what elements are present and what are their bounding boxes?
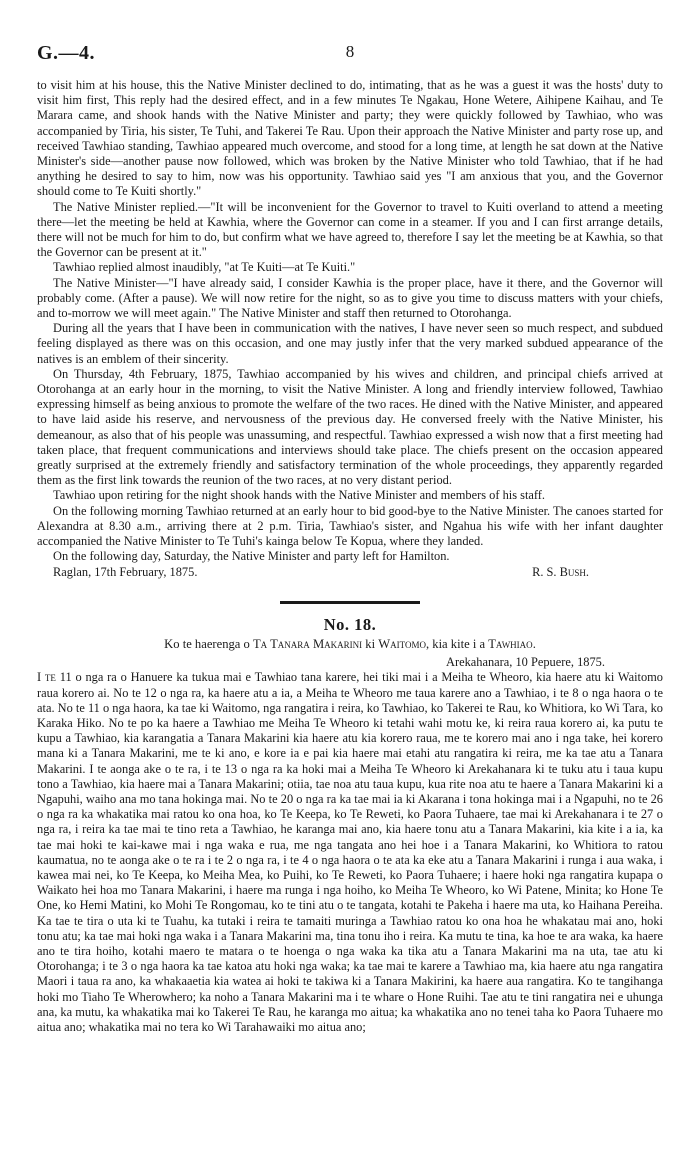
title-prefix: Ko te haerenga o [164, 636, 253, 651]
paragraph-continuation: to visit him at his house, this the Native Minister declined to do, intimating, that as he was a guest it was the hosts' duty to visit him first, This reply had the desired effect, and in a few minutes Te Ngakau, Hone Wetere, Aihipene Kaihau, and Te Marara came, and shook hands with the Native Minister and party; they were quickly followed by Tawhiao, who was accompanied by Tiria, his sister, Te Tuhi, and Takerei Te Rau. Upon their approach the Native Minister and party rose up, and received Tawhiao standing, Tawhiao appeared much overcome, and stood for a long time, at length he sat down at the Native Minister's side—another pause now followed, which was broken by the Native Minister who told Tawhiao, that if he had anything he desired to say to him, now was his opportunity. Tawhiao said yes "I am anxious that you, and the Governor should come to Te Kuiti shortly." [37, 78, 663, 199]
body-text [37, 78, 663, 1035]
paragraph: On the following morning Tawhiao returned at an early hour to bid good-bye to the Native Minister. The canoes started for Alexandra at 8.30 a.m., arriving there at 2 p.m. Tiria, Tawhiao's sister, and Ngahua his wife with her infant daughter accompanied the Native Minister to Te Tuhi's kainga below Te Kopua, where they landed. [37, 503, 663, 549]
page-number: 8 [345, 42, 355, 61]
title-end: Tawhiao [488, 636, 533, 651]
document-id: G.—4. [37, 42, 96, 64]
title-name: Ta Tanara Makarini [252, 636, 363, 651]
section-divider [280, 601, 420, 604]
signoff-place-date: Raglan, 17th February, 1875. [53, 564, 198, 579]
paragraph: On Thursday, 4th February, 1875, Tawhiao accompanied by his wives and children, and principal chiefs arrived at Otorohanga at an early hour in the morning, to visit the Native Minister. A long and friendly interview followed, Tawhiao expressing himself as being anxious to promote the welfare of the two races. He dined with the Native Minister, and appeared to have laid aside his reserve, and nervousness of the previous day. He conversed freely with the Native Minister, his demeanour, as also that of his people was unassuming, and respectful. Tawhiao expressed a wish now that a first meeting had taken place, that frequent communications and interviews should take place. The chiefs present on the occasion appeared greatly surprised at the extremely friendly and satisfactory termination of the whole proceedings, they apparently regarded them as the first link towards the reunion of the two races, at no very distant period. [37, 366, 663, 488]
signoff-line [37, 565, 663, 580]
letter-opening: I te [37, 670, 56, 685]
section-number: No. 18. [323, 614, 377, 634]
paragraph: Tawhiao upon retiring for the night shook hands with the Native Minister and members of his staff. [53, 488, 546, 503]
paragraph: On the following day, Saturday, the Native Minister and party left for Hamilton. [53, 549, 450, 564]
paragraph: The Native Minister—"I have already said, I consider Kawhia is the proper place, have it there, and the Governor will probably come. (After a pause). We will now retire for the night, so as to give you time to discuss matters with your chiefs, and to-morrow we will meet again." The Native Minister and staff then returned to Otorohanga. [37, 275, 663, 321]
page-header [37, 42, 663, 70]
section-title [37, 637, 663, 652]
letter-date: Arekahanara, 10 Pepuere, 1875. [446, 655, 605, 670]
title-mid2: , kia kite i a [425, 636, 489, 651]
paragraph: The Native Minister replied.—"It will be inconvenient for the Governor to travel to Kuiti overland to attend a meeting there—let the meeting be held at Kawhia, where the Governor can come in a steamer. If you and I can first arrange details, there will not be much for him to do, but confirm what we have agreed to, therefore I say let the meeting be at Kawhia, so that the Governor can be present at it." [37, 199, 663, 260]
title-stop: . [532, 636, 536, 651]
letter-body [37, 670, 663, 1035]
paragraph: During all the years that I have been in communication with the natives, I have never seen so much respect, and subdued feeling displayed as there was on this occasion, and one may justly infer that the very marked subdued appearance of the natives is an emblem of their sincerity. [37, 321, 663, 366]
signoff-signature: R. S. Bush. [532, 564, 589, 579]
title-place: Waitomo [378, 636, 426, 651]
title-middle: ki [362, 636, 379, 651]
letter-text: 11 o nga ra o Hanuere ka tukua mai e Tawhiao tana karere, hei tiki mai i a Meiha te Wheoro, kia haere atu ki Waitomo raua korero ai. No te 12 o nga ra, ka haere atu a ia, a Meiha te Wheoro me taua karere ano a Tawhiao, i te 8 o nga haora o te ata. No te 11 o nga haora, ka tae ki Waitomo, nga rangatira i reira, ko Tawhiao, ko Takerei te Rau, ko Whitiora, ko Wi Tara, ko Karaka Hiko. No te po ka haere a Tawhiao me Meiha Te Wheoro ki tetahi wahi motu ke, ki reira raua korero ai, ka putu te kupu a Tawhiao, kia karangatia a Tanara Makarini kia haere atu kia korero raua, me te korero mai ano i nga take, hei korero mana ki a Tanara Makarini, me te ki ano, e kore ia e pai kia haere mai etahi atu rangatira ki reira, me ka tae atu a Tanara Makarini. I te aonga ake o te ra, i te 13 o nga ra ka hoki mai a Meiha Te Wheoro ki Arekahanara ki te tuku atu i taua kupu tono a Tawhiao, kia haere mai a Tanara Makarini; otiia, tae noa atu taua kupu, kua rite noa atu te haere a Tanara Makarini ki a Ngapuhi, waiho ana mo tana hokinga mai. No te 20 o nga ra ka tae mai ia ki Akarana i tona hokinga mai i a Ngapuhi, no te 26 o nga ra ka whakatika mai ratou ko ona hoa, ko Te Keepa, ko Te Reweti, ko Paora Tuhaere, tae mai ki Arekahanara i te 27 o nga ra, i reira ka tae mai te tino reta a Tawhiao, he karanga mai ano, kia haere tonu atu a Tanara Makarini, kia kite i a ia, ka tae mai hoki te kai-kawe mai i nga waka e rua, me nga tangata ano hei hoe i a Tanara Makarini, ko Whitiora to ratou kaumatua, no te aonga ake o te ra i te 2 o nga ra, i te 4 o nga haora o te ata ka eke atu a Tanara Makarini i runga i aua waka, i kawea mai nei, ko Te Keepa, ko Meiha Mea, ko Puihi, ko Te Reweti, ko Paora Tuhaere; i haere hoki nga rangatira kupapa o Waikato hei hoa mo Tanara Makarini, i haere ma runga i nga hoiho, ko Meiha Te Wheoro, ko Wi Patene, Minita; ko Hone Te One, ko Hemi Matini, ko Mohi Te Rongomau, ko te tini atu o te tangata, kotahi te Pakeha i haere ma uta, ko Haihana Pereiha. Ka tae te tira o uta ki te Tuahu, ka tutaki i reira te tamaiti muringa a Tawhiao ratou ko ona hoa he whakatau mai ano, hoki tonu atu; ka tae mai hoki nga waka i a Tanara Makarini ma, tina tonu iho i reira. Ka mutu te tina, ka hoe te ara waka, ka haere ano te tira hoiho, kotahi maero te matara o te hoenga o nga waka ka tika atu a Tanara Makarini ma na uta, tae atu ki Otorohanga; i te 3 o nga haora ka tae katoa atu hoki nga waka; ka tae mai te karere a Tawhiao ma, kia haere atu nga rangatira Maori i taua ra ano, ka whakaaetia kia watea ai hoki te takiwa ki a Tanara Makirini, ka haere aua rangatira. Ko te tangihanga hoki mo Tiaho Te Wherowhero; ka noho a Tanara Makarini ma i te whare o Hone Ruihi. Tae atu te tini rangatira nei e uhunga ana, ka mutu, ka whakatika mai ko Takerei Te Rau, he karanga mo aitua; ka whakatika ano no tenei taha ko Paora Tuhaere mo aitua ano; whakatika mai no tera ko Wi Tarahawaiki mo aitua ano; [37, 670, 663, 1034]
paragraph: Tawhiao replied almost inaudibly, "at Te Kuiti—at Te Kuiti." [53, 260, 356, 275]
